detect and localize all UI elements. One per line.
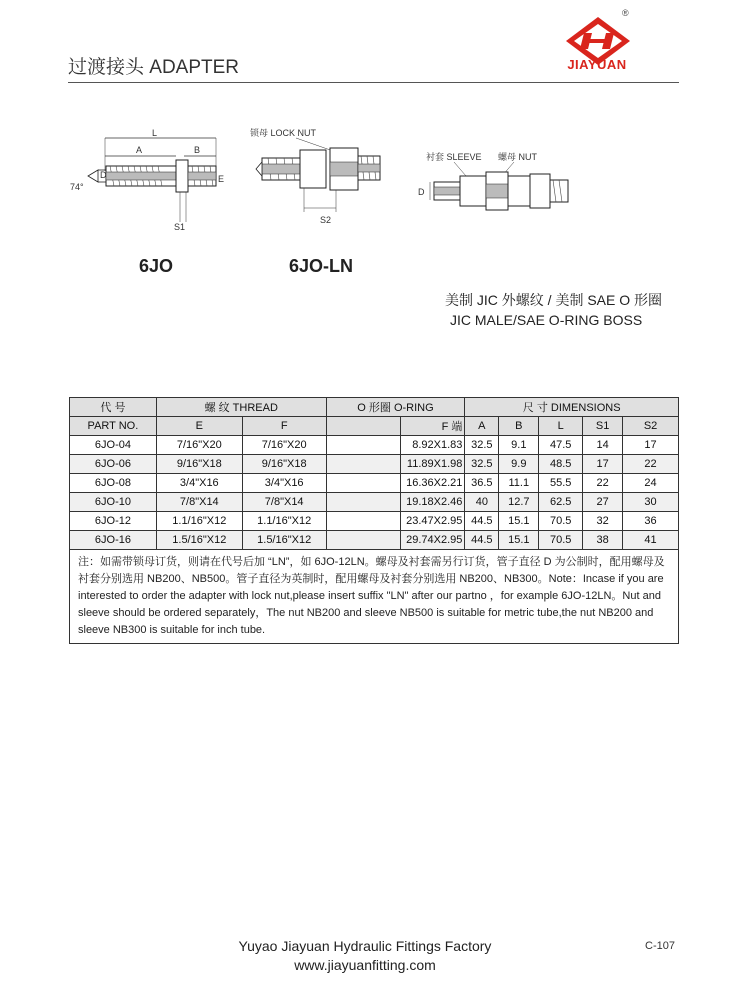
cell-oring: 19.18X2.46 [401, 493, 465, 512]
table-header-row-1 [70, 398, 679, 417]
cell-B: 15.1 [499, 512, 539, 531]
table-row [70, 531, 679, 550]
cell-S2: 30 [623, 493, 679, 512]
cell-B: 12.7 [499, 493, 539, 512]
cell-S1: 22 [583, 474, 623, 493]
cell-F: 9/16"X18 [242, 455, 326, 474]
header-S2: S2 [623, 417, 679, 436]
cell-S1: 32 [583, 512, 623, 531]
cell-A: 36.5 [465, 474, 499, 493]
cell-blank [326, 531, 401, 550]
cell-oring: 11.89X1.98 [401, 455, 465, 474]
page-title: 过渡接头 ADAPTER [68, 57, 240, 78]
cell-part: 6JO-12 [70, 512, 157, 531]
note-row [70, 550, 679, 644]
cell-S1: 27 [583, 493, 623, 512]
table-header-row-2 [70, 417, 679, 436]
cell-A: 40 [465, 493, 499, 512]
table-row [70, 455, 679, 474]
cell-E: 1.5/16"X12 [156, 531, 242, 550]
cell-blank [326, 436, 401, 455]
cell-blank [326, 474, 401, 493]
cell-F: 1.1/16"X12 [242, 512, 326, 531]
cell-part: 6JO-08 [70, 474, 157, 493]
cell-blank [326, 493, 401, 512]
cell-S1: 38 [583, 531, 623, 550]
header-divider [68, 82, 679, 83]
header-F-end: F 端 [401, 417, 465, 436]
table-row [70, 436, 679, 455]
footer-company: Yuyao Jiayuan Hydraulic Fittings Factory [238, 938, 492, 954]
cell-B: 11.1 [499, 474, 539, 493]
cell-oring: 23.47X2.95 [401, 512, 465, 531]
cell-oring: 8.92X1.83 [401, 436, 465, 455]
header-F: F [242, 417, 326, 436]
table-row [70, 493, 679, 512]
cell-part: 6JO-06 [70, 455, 157, 474]
cell-S2: 22 [623, 455, 679, 474]
cell-F: 7/8"X14 [242, 493, 326, 512]
cell-A: 44.5 [465, 531, 499, 550]
cell-F: 3/4"X16 [242, 474, 326, 493]
drawing-6jo [66, 126, 231, 236]
cell-S1: 14 [583, 436, 623, 455]
dim-S2-label: S2 [320, 215, 332, 225]
cell-oring: 16.36X2.21 [401, 474, 465, 493]
brand-name: JIAYUAN [567, 57, 627, 72]
dim-L-label: L [152, 128, 158, 138]
model-6jo-label: 6JO [139, 256, 174, 276]
cell-part: 6JO-10 [70, 493, 157, 512]
cell-S2: 36 [623, 512, 679, 531]
header-oring-blank [326, 417, 401, 436]
header-thread: 螺 纹 THREAD [156, 398, 326, 417]
page-number: C-107 [645, 940, 675, 952]
dim-S1-label: S1 [174, 222, 186, 232]
cell-A: 44.5 [465, 512, 499, 531]
model-6jo-ln-label: 6JO-LN [289, 256, 354, 276]
drawing-assembly [414, 146, 574, 236]
cell-oring: 29.74X2.95 [401, 531, 465, 550]
caption-en: JIC MALE/SAE O-RING BOSS [450, 312, 643, 328]
header-dimensions: 尺 寸 DIMENSIONS [465, 398, 679, 417]
cell-E: 7/16"X20 [156, 436, 242, 455]
cell-E: 9/16"X18 [156, 455, 242, 474]
lock-nut-label: 锁母 LOCK NUT [250, 128, 317, 138]
cell-blank [326, 512, 401, 531]
cell-E: 7/8"X14 [156, 493, 242, 512]
sleeve-label: 衬套 SLEEVE [426, 152, 482, 162]
cell-S2: 17 [623, 436, 679, 455]
cell-S1: 17 [583, 455, 623, 474]
cell-A: 32.5 [465, 436, 499, 455]
cell-blank [326, 455, 401, 474]
dim-D-label: D [100, 170, 107, 180]
header-S1: S1 [583, 417, 623, 436]
header-part-no: PART NO. [70, 417, 157, 436]
cell-B: 15.1 [499, 531, 539, 550]
table-row [70, 512, 679, 531]
dim-E-label: E [218, 174, 225, 184]
cell-F: 1.5/16"X12 [242, 531, 326, 550]
cell-L: 62.5 [539, 493, 583, 512]
spec-table [69, 397, 679, 644]
order-note: 注：如需带锁母订货，则请在代号后加 “LN”，如 6JO-12LN。螺母及衬套需另行订货，管子直径 D 为公制时，配用螺母及衬套分别选用 NB200、NB500。管子直径为英制时，配用螺母及衬套分别选用 NB200、NB300。Note：Incase if you are interested to order the adapter with lock nut,please insert suffix "LN" after our partno ，for example 6JO-12LN。Nut and sleeve should be ordered separately，The nut NB200 and sleeve NB500 is suitable for metric tube,the nut NB200 and sleeve NB300 is suitable for inch tube. [70, 550, 679, 644]
cell-L: 47.5 [539, 436, 583, 455]
cell-B: 9.9 [499, 455, 539, 474]
table-row [70, 474, 679, 493]
dim-D-label-assembly: D [418, 187, 425, 197]
cell-E: 1.1/16"X12 [156, 512, 242, 531]
header-B: B [499, 417, 539, 436]
registered-mark: ® [622, 8, 629, 18]
header-part-cn: 代 号 [70, 398, 157, 417]
caption-cn: 美制 JIC 外螺纹 / 美制 SAE O 形圈 [445, 292, 663, 308]
cell-S2: 24 [623, 474, 679, 493]
header-E: E [156, 417, 242, 436]
header-oring: O 形圈 O-RING [326, 398, 465, 417]
dim-B-label: B [194, 145, 201, 155]
nut-label: 螺母 NUT [498, 152, 537, 162]
cell-L: 48.5 [539, 455, 583, 474]
cell-E: 3/4"X16 [156, 474, 242, 493]
cell-S2: 41 [623, 531, 679, 550]
cell-L: 55.5 [539, 474, 583, 493]
cell-L: 70.5 [539, 531, 583, 550]
cell-F: 7/16"X20 [242, 436, 326, 455]
drawing-6jo-ln [246, 126, 386, 236]
header-A: A [465, 417, 499, 436]
footer-website: www.jiayuanfitting.com [294, 957, 436, 973]
header-L: L [539, 417, 583, 436]
cell-part: 6JO-16 [70, 531, 157, 550]
cell-B: 9.1 [499, 436, 539, 455]
cell-L: 70.5 [539, 512, 583, 531]
dim-A-label: A [136, 145, 143, 155]
cell-A: 32.5 [465, 455, 499, 474]
cell-part: 6JO-04 [70, 436, 157, 455]
dim-angle-label: 74° [70, 182, 84, 192]
